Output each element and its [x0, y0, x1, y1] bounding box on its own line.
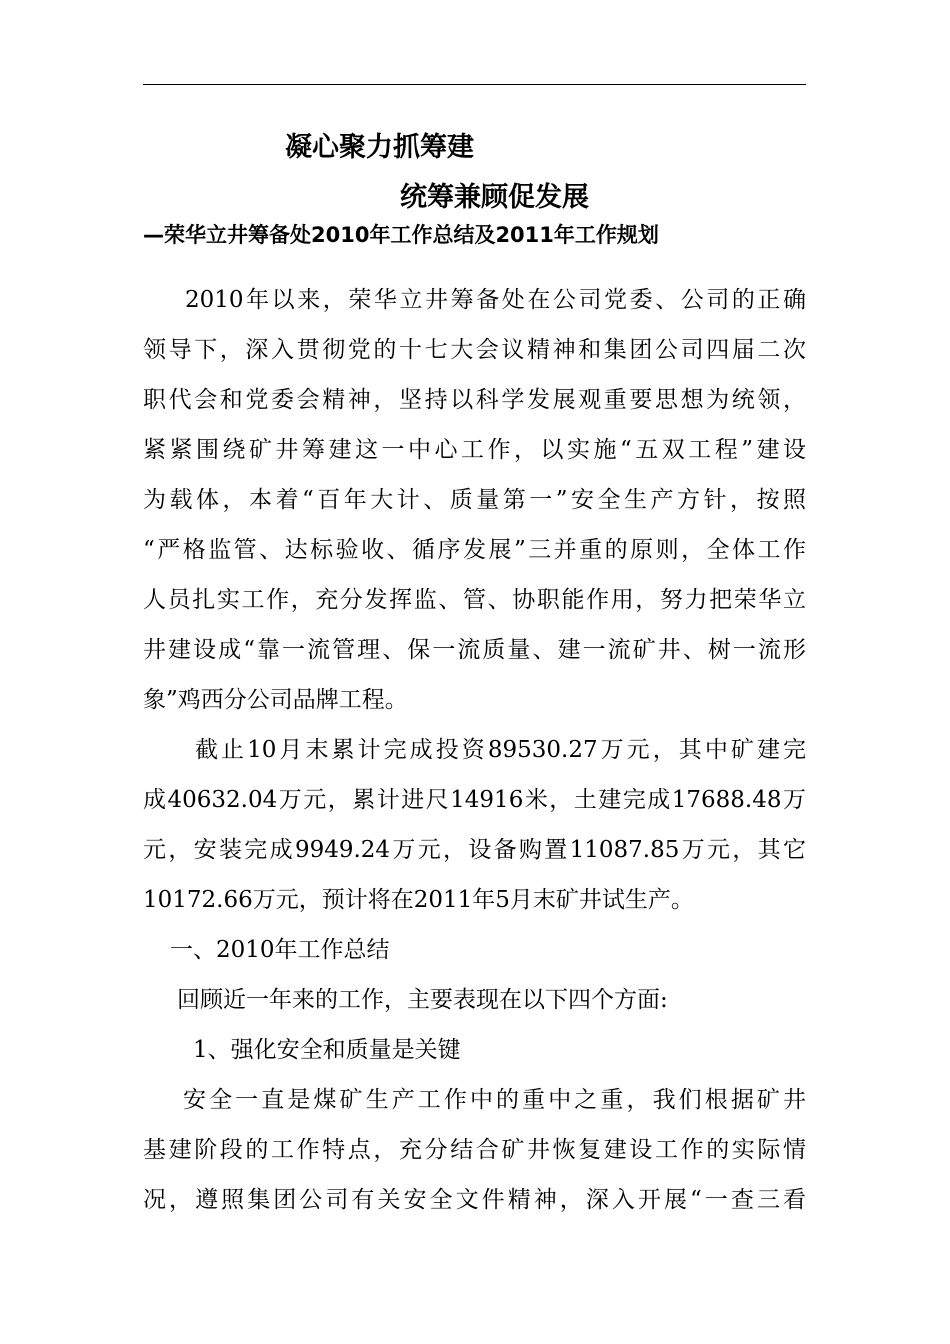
title-line-1: 凝心聚力抓筹建 [285, 132, 474, 163]
subsection-heading: 1、强化安全和质量是关键 [193, 1037, 461, 1063]
body-line: 井建设成“靠一流管理、保一流质量、建一流矿井、树一流形 [143, 637, 806, 663]
body-line: 职代会和党委会精神，坚持以科学发展观重要思想为统领， [143, 387, 806, 413]
header-rule [143, 84, 806, 85]
body-line: 元，安装完成9949.24万元，设备购置11087.85万元，其它 [143, 837, 806, 863]
body-line: “严格监管、达标验收、循序发展”三并重的原则，全体工作 [143, 537, 806, 563]
body-line: 为载体，本着“百年大计、质量第一”安全生产方针，按照 [143, 487, 806, 513]
body-line: 10172.66万元，预计将在2011年5月末矿井试生产。 [143, 887, 694, 913]
body-line: 领导下，深入贯彻党的十七大会议精神和集团公司四届二次 [143, 337, 806, 363]
body-line: 成40632.04万元，累计进尺14916米，土建完成17688.48万 [143, 787, 806, 813]
body-line: 2010年以来，荣华立井筹备处在公司党委、公司的正确 [185, 287, 806, 313]
body-line: 象”鸡西分公司品牌工程。 [143, 687, 408, 713]
body-line: 人员扎实工作，充分发挥监、管、协职能作用，努力把荣华立 [143, 587, 806, 613]
body-line: 回顾近一年来的工作，主要表现在以下四个方面: [177, 987, 668, 1013]
body-line: 安全一直是煤矿生产工作中的重中之重，我们根据矿井 [183, 1087, 806, 1113]
body-line: 紧紧围绕矿井筹建这一中心工作，以实施“五双工程”建设 [143, 437, 806, 463]
subtitle: —荣华立井筹备处2010年工作总结及2011年工作规划 [143, 223, 659, 247]
title-line-2: 统筹兼顾促发展 [400, 182, 589, 213]
body-line: 况，遵照集团公司有关安全文件精神，深入开展“一查三看 [143, 1187, 806, 1213]
section-heading: 一、2010年工作总结 [170, 937, 390, 963]
body-line: 基建阶段的工作特点，充分结合矿井恢复建设工作的实际情 [143, 1137, 806, 1163]
body-line: 截止10月末累计完成投资89530.27万元，其中矿建完 [195, 737, 806, 763]
